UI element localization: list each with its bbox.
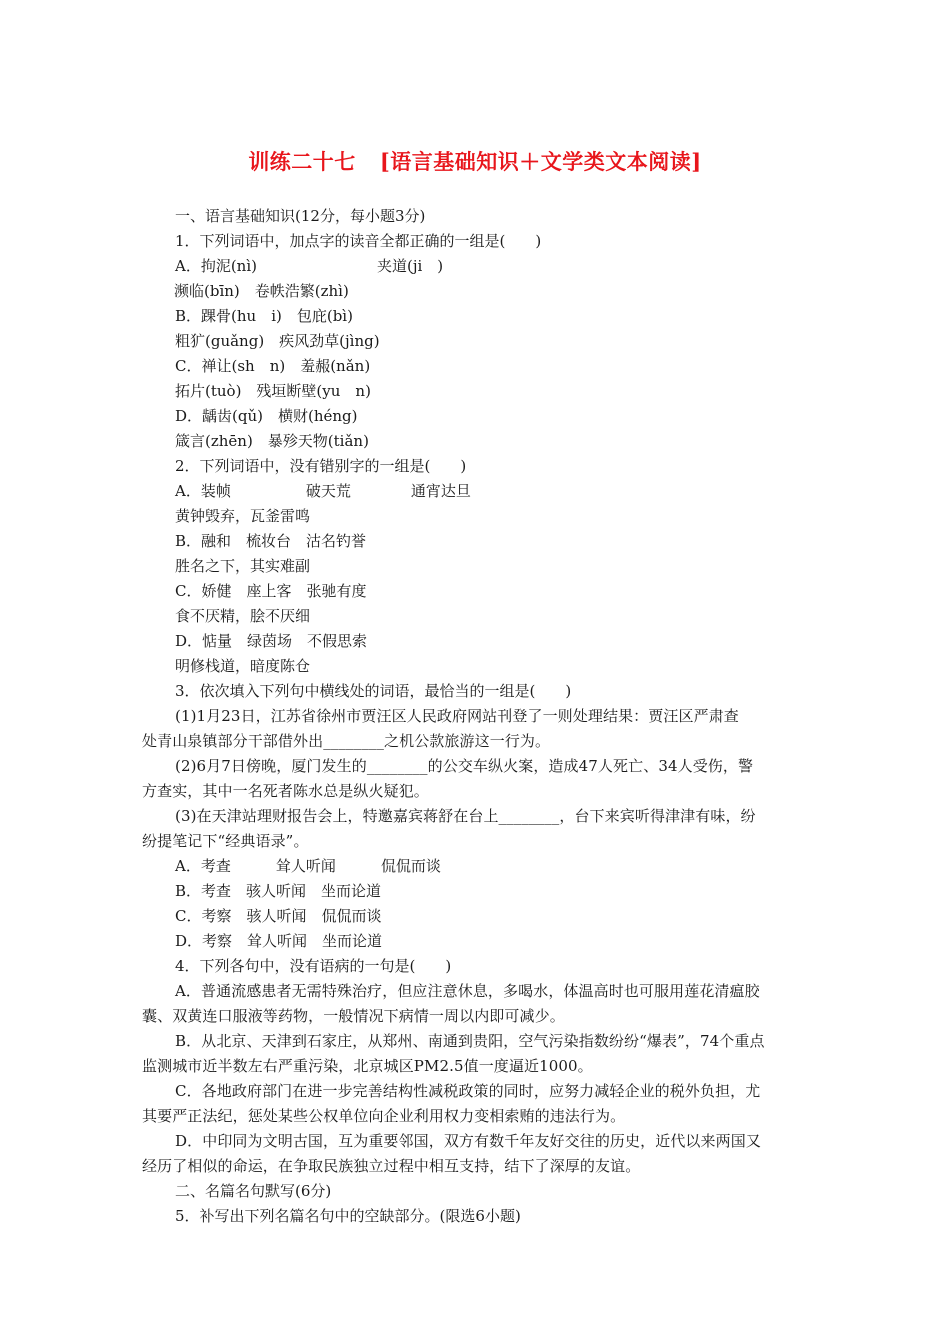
- q3-option-d: D．考察 耸人听闻 坐而论道: [175, 932, 383, 950]
- question-1: 1．下列词语中，加点字的读音全都正确的一组是( ): [175, 232, 542, 250]
- q4-option-c: C．各地政府部门在进一步完善结构性减税政策的同时，应努力减轻企业的税外负担，尤: [175, 1082, 761, 1100]
- q3-option-c: C．考察 骇人听闻 侃侃而谈: [175, 907, 382, 925]
- question-2: 2．下列词语中，没有错别字的一组是( ): [175, 457, 467, 475]
- q2-option-d-cont: 明修栈道，暗度陈仓: [175, 657, 311, 675]
- q3-sentence-3-cont: 纷提笔记下“经典语录”。: [142, 832, 309, 850]
- q1-option-c: C．禅让(sh n) 羞赧(nǎn): [175, 357, 371, 375]
- q2-option-a-cont: 黄钟毁弃，瓦釜雷鸣: [175, 507, 311, 525]
- page-title: [0, 146, 950, 176]
- q3-sentence-2: (2)6月7日傍晚，厦门发生的________的公交车纵火案，造成47人死亡、34人受伤，警: [175, 757, 754, 775]
- q4-option-d: D．中印同为文明古国，互为重要邻国，双方有数千年友好交往的历史，近代以来两国又: [175, 1132, 761, 1150]
- question-3: 3．依次填入下列句中横线处的词语，最恰当的一组是( ): [175, 682, 572, 700]
- q2-option-b: B．融和 梳妆台 沽名钓誉: [175, 532, 367, 550]
- q4-option-d-cont: 经历了相似的命运，在争取民族独立过程中相互支持，结下了深厚的友谊。: [142, 1157, 641, 1175]
- q4-option-b: B．从北京、天津到石家庄，从郑州、南通到贵阳，空气污染指数纷纷“爆表”，74个重点: [175, 1032, 765, 1050]
- q2-option-d: D．惦量 绿茵场 不假思索: [175, 632, 368, 650]
- q1-option-b-cont: 粗犷(guǎng) 疾风劲草(jìng): [175, 332, 380, 350]
- q1-option-a-cont: 濒临(bīn) 卷帙浩繁(zhì): [174, 282, 349, 300]
- q1-option-d-cont: 箴言(zhēn) 暴殄天物(tiǎn): [175, 432, 369, 450]
- q3-sentence-1: (1)1月23日，江苏省徐州市贾汪区人民政府网站刊登了一则处理结果：贾汪区严肃查: [175, 707, 739, 725]
- title-main: 训练二十七: [248, 149, 356, 174]
- section-heading: 一、语言基础知识(12分，每小题3分): [175, 207, 426, 225]
- question-4: 4．下列各句中，没有语病的一句是( ): [175, 957, 452, 975]
- q2-option-c: C．娇健 座上客 张驰有度: [175, 582, 367, 600]
- q3-sentence-2-cont: 方查实，其中一名死者陈水总是纵火疑犯。: [142, 782, 429, 800]
- q3-sentence-1-cont: 处青山泉镇部分干部借外出________之机公款旅游这一行为。: [142, 732, 551, 750]
- section-heading-2: 二、名篇名句默写(6分): [175, 1182, 332, 1200]
- q1-option-c-cont: 拓片(tuò) 残垣断壁(yu n): [175, 382, 371, 400]
- q4-option-a-cont: 囊、双黄连口服液等药物，一般情况下病情一周以内即可减少。: [142, 1007, 565, 1025]
- title-subtitle: [语言基础知识＋文学类文本阅读]: [379, 149, 702, 174]
- q2-option-b-cont: 胜名之下，其实难副: [175, 557, 311, 575]
- q4-option-a: A．普通流感患者无需特殊治疗，但应注意休息，多喝水，体温高时也可服用莲花清瘟胶: [175, 982, 760, 1000]
- q1-option-d: D．龋齿(qǔ) 横财(héng): [175, 407, 358, 425]
- q2-option-c-cont: 食不厌精，脍不厌细: [175, 607, 311, 625]
- q4-option-b-cont: 监测城市近半数左右严重污染，北京城区PM2.5值一度逼近1000。: [142, 1057, 593, 1075]
- q3-sentence-3: (3)在天津站理财报告会上，特邀嘉宾蒋舒在台上________，台下来宾听得津津有味，纷: [175, 807, 756, 825]
- q3-option-b: B．考查 骇人听闻 坐而论道: [175, 882, 382, 900]
- document-body: [142, 204, 815, 1229]
- q4-option-c-cont: 其要严正法纪，惩处某些公权单位向企业利用权力变相索贿的违法行为。: [142, 1107, 626, 1125]
- question-5: 5．补写出下列名篇名句中的空缺部分。(限选6小题): [175, 1207, 521, 1225]
- q1-option-a: A．拘泥(nì) 夹道(ji ): [175, 257, 444, 275]
- q2-option-a: A．装帧 破天荒 通宵达旦: [175, 482, 471, 500]
- q3-option-a: A．考查 耸人听闻 侃侃而谈: [175, 857, 441, 875]
- q1-option-b: B．踝骨(hu i) 包庇(bì): [175, 307, 353, 325]
